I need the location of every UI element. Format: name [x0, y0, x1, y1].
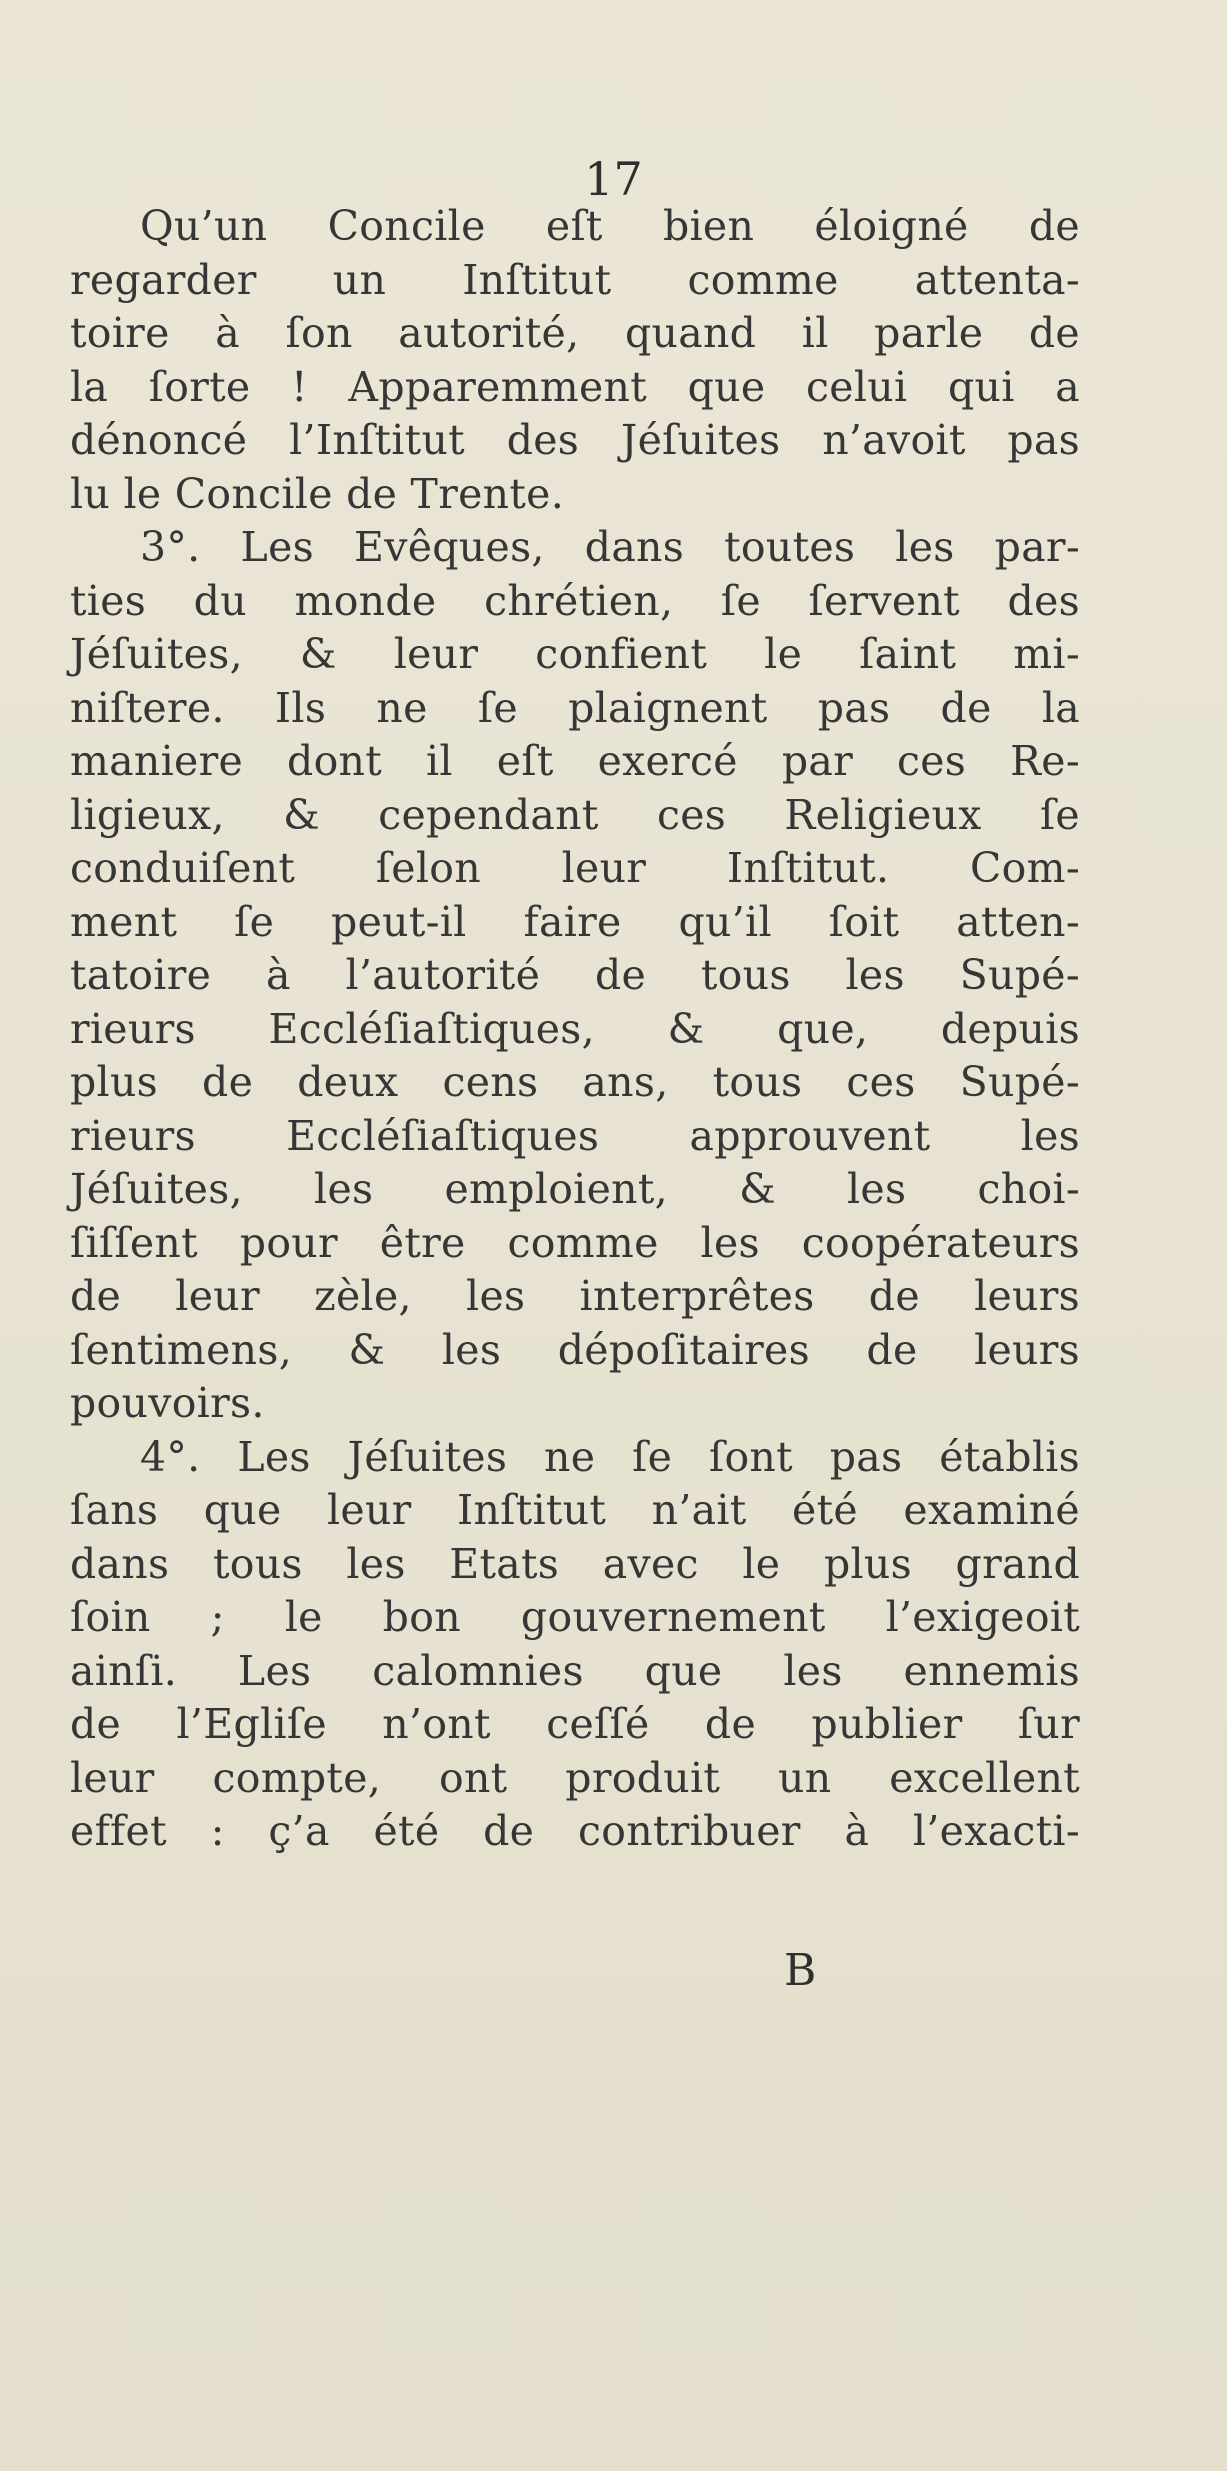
- text-line: ſoin ; le bon gouvernement l’exigeoit: [70, 1593, 1080, 1641]
- text-line: regarder un Inſtitut comme attenta-: [70, 255, 1080, 304]
- text-line: toire à ſon autorité, quand il parle de: [70, 309, 1080, 357]
- text-line: la ſorte ! Apparemment que celui qui a: [70, 362, 1080, 411]
- text-line: effet : ç’a été de contribuer à l’exacti-: [70, 1807, 1080, 1855]
- paragraph-end-line: pouvoirs.: [70, 1379, 265, 1427]
- text-line: maniere dont il eſt exercé par ces Re-: [70, 737, 1080, 785]
- text-line: de l’Egliſe n’ont ceſſé de publier ſur: [70, 1700, 1080, 1748]
- text-line: 3°. Les Evêques, dans toutes les par-: [140, 523, 1080, 571]
- text-line: Jéſuites, les emploient, & les choi-: [70, 1165, 1080, 1213]
- text-line: plus de deux cens ans, tous ces Supé-: [70, 1058, 1080, 1106]
- text-line: ligieux, & cependant ces Religieux ſe: [70, 790, 1080, 839]
- text-line: Qu’un Concile eſt bien éloigné de: [140, 202, 1080, 250]
- text-line: conduiſent ſelon leur Inſtitut. Com-: [70, 844, 1080, 892]
- text-line: 4°. Les Jéſuites ne ſe ſont pas établis: [140, 1432, 1080, 1481]
- text-line: ment ſe peut-il faire qu’il ſoit atten-: [70, 897, 1080, 946]
- text-line: ſiſſent pour être comme les coopérateurs: [70, 1218, 1080, 1267]
- paragraph-end-line: lu le Concile de Trente.: [70, 469, 565, 518]
- text-line: de leur zèle, les interprêtes de leurs: [70, 1272, 1080, 1320]
- text-line: ſans que leur Inſtitut n’ait été examiné: [70, 1486, 1080, 1534]
- text-line: tatoire à l’autorité de tous les Supé-: [70, 951, 1080, 999]
- text-line: niſtere. Ils ne ſe plaignent pas de la: [70, 683, 1080, 732]
- text-line: ties du monde chrétien, ſe ſervent des: [70, 576, 1080, 625]
- text-line: rieurs Eccléſiaſtiques, & que, depuis: [70, 1004, 1080, 1053]
- text-line: rieurs Eccléſiaſtiques approuvent les: [70, 1111, 1080, 1160]
- body-text: [70, 200, 1080, 1859]
- page-number: 17: [584, 152, 643, 206]
- signature-mark: B: [784, 1945, 817, 1996]
- text-line: dénoncé l’Inſtitut des Jéſuites n’avoit pas: [70, 416, 1080, 464]
- text-line: leur compte, ont produit un excellent: [70, 1753, 1080, 1802]
- text-line: dans tous les Etats avec le plus grand: [70, 1539, 1080, 1588]
- text-line: ainſi. Les calomnies que les ennemis: [70, 1646, 1080, 1695]
- text-line: ſentimens, & les dépoſitaires de leurs: [70, 1325, 1080, 1374]
- text-line: Jéſuites, & leur confient le ſaint mi-: [70, 630, 1080, 678]
